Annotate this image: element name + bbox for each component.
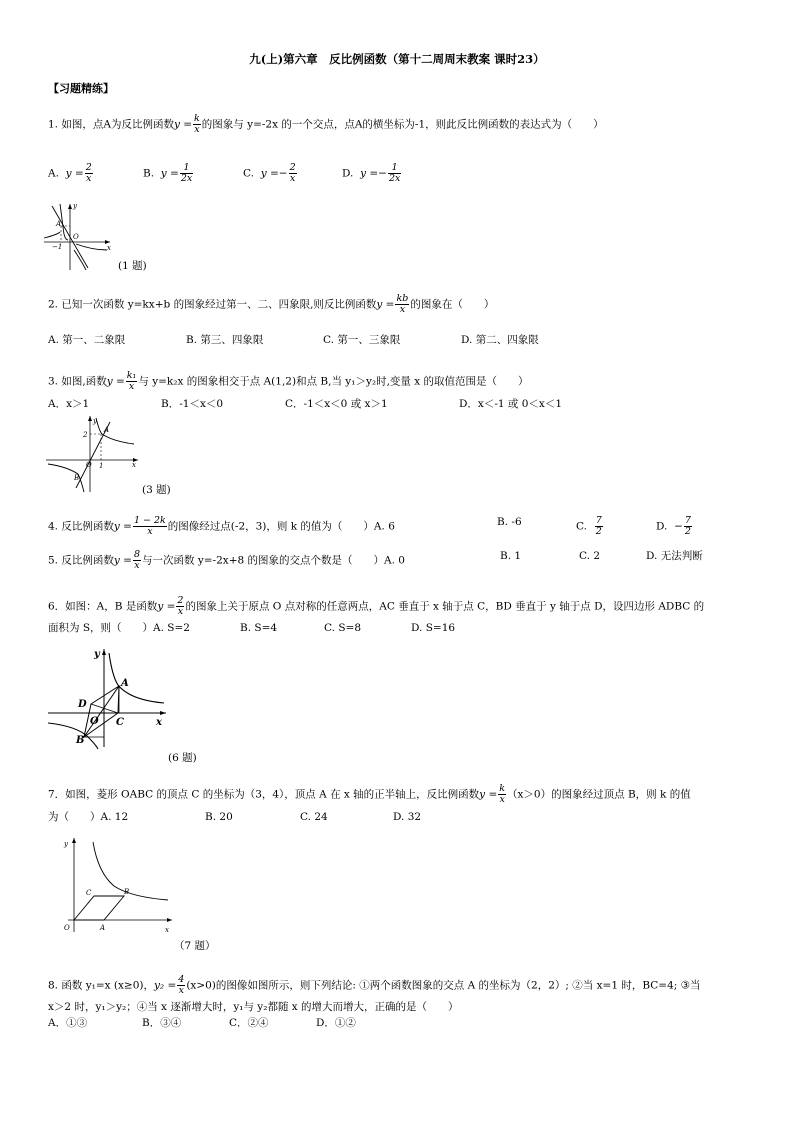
label-y: y bbox=[93, 417, 97, 425]
question-2-text: 2. 已知一次函数 y=kx+b 的图象经过第一、二、四象限,则反比例函数y = $\frac{kb}{x}$ 的图象在（ ） bbox=[48, 293, 495, 315]
question-2-option-a: A. 第一、二象限 bbox=[48, 334, 126, 346]
rhombus-oabc bbox=[74, 896, 124, 920]
question-4-option-b: B. -6 bbox=[497, 516, 522, 528]
question-4-text: 4. 反比例函数y = $\frac{1 - 2k}{x}$ 的图像经过点(-2，3)，则 k 的值为（ ）A. 6 bbox=[48, 515, 395, 537]
label-a: A bbox=[56, 220, 62, 228]
question-6-text-line2: 面积为 S，则（ ）A. S=2 bbox=[48, 622, 190, 634]
figure-3-caption: (3 题) bbox=[142, 484, 171, 496]
question-6-text: 6．如图：A，B 是函数y = $\frac{2}{x}$ 的图象上关于原点 O 点对称的任意两点，AC 垂直于 x 轴于点 C，BD 垂直于 y 轴于点 D，设四边形 ADBC 的 bbox=[48, 595, 705, 617]
question-8-option-d: D．①② bbox=[316, 1017, 356, 1029]
question-1-option-b: B. y = $\frac{1}{2x}$ bbox=[143, 162, 193, 184]
label-a: A bbox=[121, 678, 129, 689]
label-y: y bbox=[94, 649, 100, 660]
question-1-option-c: C. y =− $\frac{2}{x}$ bbox=[243, 162, 296, 184]
hyperbola-branch bbox=[96, 418, 134, 444]
label-1: 1 bbox=[99, 462, 104, 470]
question-1-option-a: A. y = $\frac{2}{x}$ bbox=[48, 162, 92, 184]
question-2-option-c: C. 第一、三象限 bbox=[323, 334, 401, 346]
figure-1 bbox=[42, 200, 117, 272]
section-heading: 【习题精练】 bbox=[48, 82, 114, 95]
question-7-text-line2: 为（ ）A. 12 bbox=[48, 811, 129, 823]
question-7-text: 7．如图，菱形 OABC 的顶点 C 的坐标为（3，4），顶点 A 在 x 轴的正半轴上，反比例函数y = $\frac{k}{x}$ （x＞0）的图象经过顶点 B，则 k 的值 bbox=[48, 783, 691, 805]
figure-6 bbox=[46, 645, 171, 750]
hyperbola-branch bbox=[109, 653, 164, 703]
label-a: A bbox=[100, 924, 106, 932]
figure-3 bbox=[46, 414, 141, 494]
label-c: C bbox=[116, 717, 124, 728]
label-b: B bbox=[76, 735, 85, 746]
question-7-option-b: B. 20 bbox=[205, 811, 233, 823]
question-4-option-c: C. $\frac{7}{2}$ bbox=[576, 515, 602, 537]
label-neg1: −1 bbox=[52, 243, 63, 251]
question-2-option-d: D. 第二、四象限 bbox=[461, 334, 539, 346]
question-8-option-c: C．②④ bbox=[229, 1017, 269, 1029]
label-x: x bbox=[132, 461, 136, 469]
question-5-option-c: C. 2 bbox=[579, 550, 601, 562]
label-x: x bbox=[107, 244, 111, 252]
question-3-text: 3. 如图,函数y = $\frac{\text{k₁}}{x}$ 与 y=k₂x 的图象相交于点 A(1,2)和点 B,当 y₁＞y₂时,变量 x 的取值范围是（ ） bbox=[48, 370, 529, 392]
question-7-option-d: D. 32 bbox=[393, 811, 422, 823]
question-4-option-d: D. − $\frac{7}{2}$ bbox=[656, 515, 691, 537]
question-2-option-b: B. 第三、四象限 bbox=[186, 334, 264, 346]
label-y: y bbox=[64, 840, 68, 848]
label-b: B bbox=[74, 474, 80, 482]
question-6-option-c: C. S=8 bbox=[324, 622, 362, 634]
figure-1-caption: (1 题) bbox=[118, 260, 147, 272]
label-o: O bbox=[86, 461, 92, 469]
figure-7-caption: （7 题） bbox=[174, 940, 216, 952]
question-1-option-d: D. y =− $\frac{1}{2x}$ bbox=[342, 162, 401, 184]
question-3-option-d: D．x＜-1 或 0＜x＜1 bbox=[459, 398, 563, 410]
label-c: C bbox=[86, 889, 92, 897]
page-title: 九(上)第六章 反比例函数（第十二周周末教案 课时23） bbox=[249, 52, 545, 66]
label-d: D bbox=[78, 699, 87, 710]
question-5-option-b: B. 1 bbox=[500, 550, 522, 562]
question-6-option-d: D. S=16 bbox=[411, 622, 456, 634]
label-a: A bbox=[104, 426, 110, 434]
label-o: O bbox=[64, 924, 70, 932]
question-5-text: 5. 反比例函数y = $\frac{8}{x}$ 与一次函数 y=-2x+8 的图象的交点个数是（ ）A. 0 bbox=[48, 549, 405, 571]
question-8-option-a: A．①③ bbox=[48, 1017, 88, 1029]
figure-6-caption: (6 题) bbox=[168, 752, 197, 764]
label-x: x bbox=[165, 926, 169, 934]
label-o: O bbox=[90, 716, 99, 727]
question-7-option-c: C. 24 bbox=[300, 811, 328, 823]
hyperbola-curve bbox=[93, 842, 168, 900]
figure-7 bbox=[60, 836, 175, 936]
label-2: 2 bbox=[83, 431, 88, 439]
label-b: B bbox=[124, 888, 130, 896]
label-o: O bbox=[73, 233, 79, 241]
question-8-option-b: B．③④ bbox=[142, 1017, 182, 1029]
question-6-option-b: B. S=4 bbox=[240, 622, 278, 634]
question-3-option-c: C．-1＜x＜0 或 x＞1 bbox=[285, 398, 388, 410]
label-x: x bbox=[156, 717, 162, 728]
question-3-option-a: A．x＞1 bbox=[48, 398, 90, 410]
question-8-text-line2: x＞2 时，y₁＞y₂；④当 x 逐渐增大时，y₁与 y₂都随 x 的增大而增大，正确的是（ ） bbox=[48, 1001, 459, 1013]
question-1-text: 1. 如图，点A为反比例函数y = $\frac{k}{x}$ 的图象与 y=-2x 的一个交点，点A的横坐标为-1，则此反比例函数的表达式为（ ） bbox=[48, 113, 604, 135]
question-3-option-b: B．-1＜x＜0 bbox=[161, 398, 224, 410]
hyperbola-branch bbox=[74, 250, 86, 270]
fraction: $\frac{k}{x}$ bbox=[194, 113, 200, 135]
label-y: y bbox=[73, 202, 77, 210]
question-5-option-d: D. 无法判断 bbox=[646, 550, 703, 562]
question-8-text: 8. 函数 y₁=x (x≥0)，y₂ = $\frac{4}{x}$ (x>0)的图像如图所示，则下列结论: ①两个函数图象的交点 A 的坐标为（2，2）; ②当 x=1 时，BC=4; ③当 bbox=[48, 974, 701, 996]
